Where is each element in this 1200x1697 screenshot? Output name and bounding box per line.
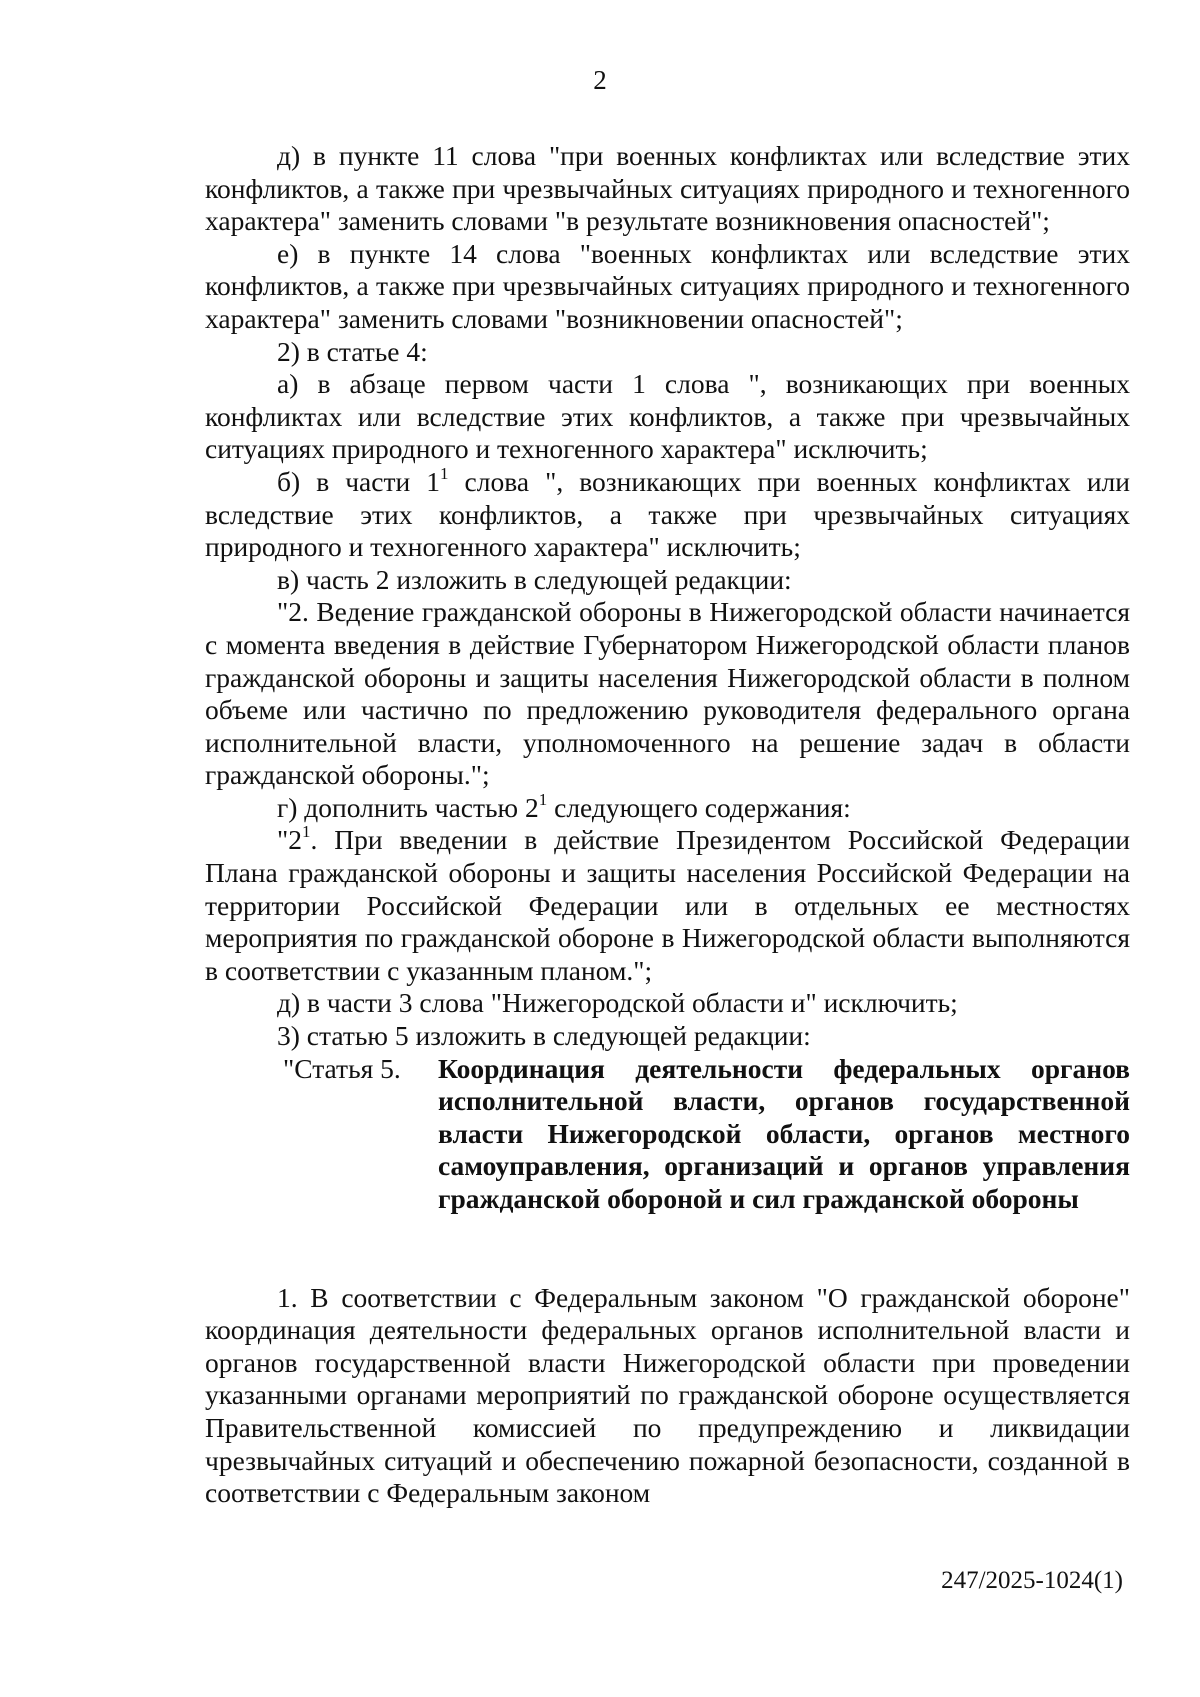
paragraph-v-part-2: в) часть 2 изложить в следующей редакции: [277, 563, 792, 595]
text-segment: г) дополнить частью 2 [277, 791, 539, 823]
paragraph-d-part-3: д) в части 3 слова "Нижегородской области и" исключить; [277, 987, 958, 1019]
paragraph-article-4: 2) в статье 4: [277, 335, 428, 367]
paragraph-b-part-1-1 [205, 463, 1130, 564]
paragraph-a-part-1: а) в абзаце первом части 1 слова ", возникающих при военных конфликтах или вследствие этих конфликтов, а также при чрезвычайных ситуациях природного и техногенного характера" исключить; [205, 368, 1130, 465]
article-title: Координация деятельности федеральных органов исполнительной власти, органов государственной власти Нижегородской области, органов местного самоуправления, организаций и органов управления гражданской обороной и сил гражданской обороны [438, 1052, 1130, 1214]
superscript: 1 [538, 789, 548, 809]
paragraph-part-2-text: "2. Ведение гражданской обороны в Нижегородской области начинается с момента введения в действие Губернатором Нижегородской области планов гражданской обороны и защиты населения Нижегородской области в полном объеме или частично по предложению руководителя федерального органа исполнительной власти, уполномоченного на решение задач в области гражданской обороны."; [205, 596, 1130, 791]
text-segment: б) в части 1 [277, 465, 440, 497]
paragraph-e-point-14: е) в пункте 14 слова "военных конфликтах или вследствие этих конфликтов, а также при чрезвычайных ситуациях природного и техногенного характера" заменить словами "возникновении опасностей"; [205, 237, 1130, 334]
article-heading [205, 1053, 1130, 1216]
superscript: 1 [440, 463, 449, 483]
superscript: 1 [301, 822, 311, 842]
spacer [205, 1216, 1130, 1282]
text-segment: следующего содержания: [547, 791, 851, 823]
text-segment: "2 [277, 824, 302, 856]
page-number: 2 [593, 65, 607, 95]
article-label: "Статья 5. [283, 1052, 401, 1084]
paragraph-d-point-11: д) в пункте 11 слова "при военных конфликтах или вследствие этих конфликтов, а также при чрезвычайных ситуациях природного и техногенного характера" заменить словами "в результате возникновения опасностей"; [205, 140, 1130, 237]
paragraph-part-2-1-text [205, 824, 1130, 987]
text-segment: слова ", возникающих при военных конфликтах или вследствие этих конфликтов, а также при чрезвычайных ситуациях природного и техногенного характера" исключить; [205, 465, 1130, 563]
text-segment: . При введении в действие Президентом Российской Федерации Плана гражданской обороны и защиты населения Российской Федерации на территории Российской Федерации или в отдельных ее местностях мероприятия по гражданской обороне в Нижегородской области выполняются в соответствии с указанным планом."; [205, 824, 1130, 986]
paragraph-g-part-2-1 [205, 789, 1130, 825]
document-code: 247/2025-1024(1) [941, 1567, 1123, 1594]
document-body [205, 140, 1130, 1510]
paragraph-article-5-part-1: 1. В соответствии с Федеральным законом "О гражданской обороне" координация деятельности федеральных органов исполнительной власти и органов государственной власти Нижегородской области при проведении указанными органами мероприятий по гражданской обороне осуществляется Правительственной комиссией по предупреждению и ликвидации чрезвычайных ситуаций и обеспечению пожарной безопасности, созданной в соответствии с Федеральным законом [205, 1281, 1130, 1509]
paragraph-article-5: 3) статью 5 изложить в следующей редакции: [277, 1020, 811, 1052]
